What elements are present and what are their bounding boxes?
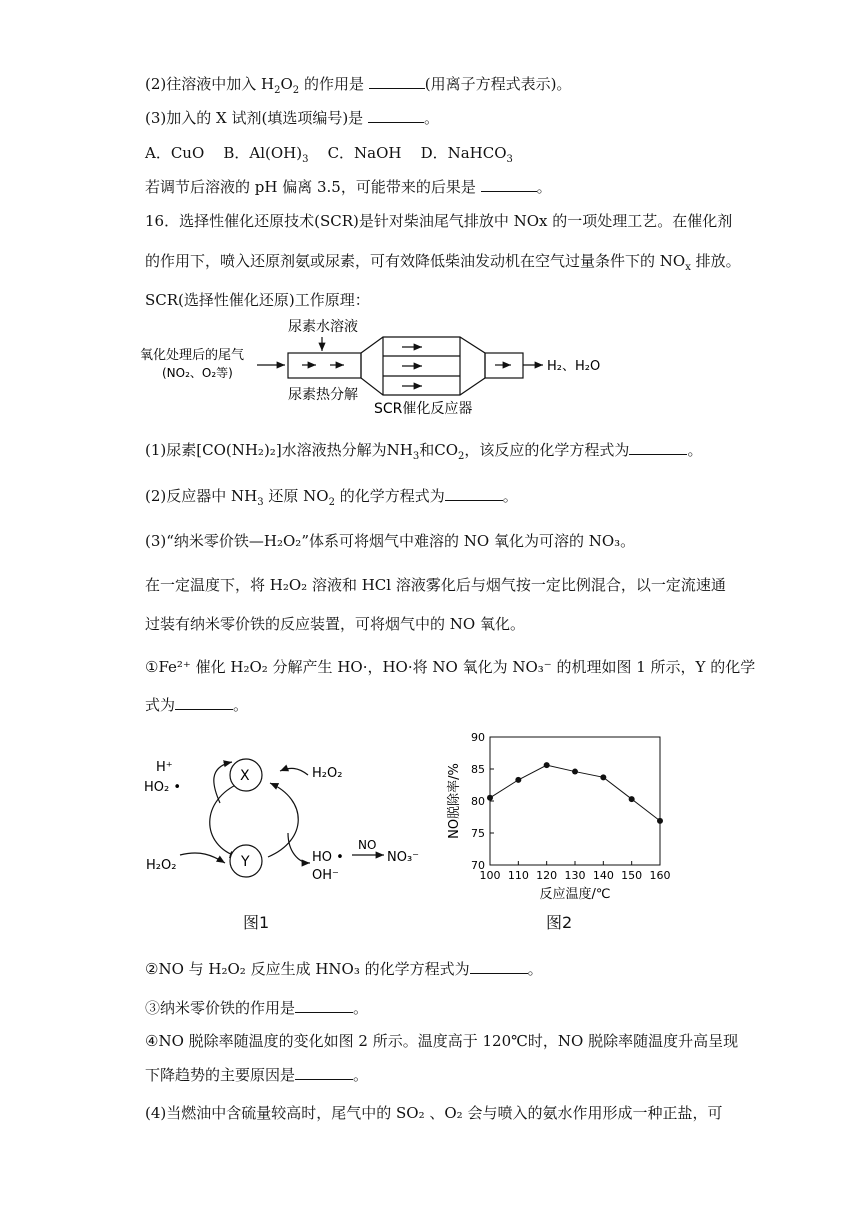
data-point (629, 796, 635, 802)
urea-solution-label: 尿素水溶液 (288, 319, 358, 335)
scr-diagram (140, 315, 620, 420)
upper-right-branch (280, 768, 308, 775)
q16-c1-line-1: ①Fe²⁺ 催化 H₂O₂ 分解产生 HO·，HO·将 NO 氧化为 NO₃⁻ 的机理如图 1 所示，Y 的化学 (145, 658, 756, 676)
y-tick-label: 75 (471, 827, 485, 840)
upper-left-branch (214, 762, 232, 803)
x-tick-label: 160 (649, 869, 671, 882)
x-tick-label: 130 (564, 869, 586, 882)
q16-c4-line-1: ④NO 脱除率随温度的变化如图 2 所示。温度高于 120℃时，NO 脱除率随温度升高呈现 (145, 1032, 739, 1050)
q16-c1-line-2: 式为 。 (145, 696, 249, 714)
inlet-label: 氧化处理后的尾气 (140, 348, 245, 363)
q16-sub3-para-1: 在一定温度下，将 H₂O₂ 溶液和 HCl 溶液雾化后与烟气按一定比例混合，以一定流速通 (145, 576, 726, 594)
answer-blank[interactable] (629, 440, 687, 455)
q16-sub3: (3)“纳米零价铁—H₂O₂”体系可将烟气中难溶的 NO 氧化为可溶的 NO₃。 (145, 532, 636, 550)
ho-label: HO • (312, 850, 344, 865)
y-node-label: Y (241, 854, 250, 870)
x-tick-label: 150 (621, 869, 643, 882)
x-node-label: X (240, 768, 250, 784)
q16-intro-3: SCR(选择性催化还原)工作原理： (145, 291, 370, 309)
data-point (515, 777, 521, 783)
x-tick-label: 110 (507, 869, 529, 882)
x-tick-label: 140 (592, 869, 614, 882)
data-point (544, 762, 550, 768)
y-tick-label: 80 (471, 795, 485, 808)
answer-blank[interactable] (295, 998, 353, 1013)
q16-sub1: (1)尿素[CO(NH₂)₂]水溶液热分解为$NH_3$和$CO_2$，该反应的化学方程式为 。 (145, 441, 703, 462)
x-tick-label: 120 (536, 869, 558, 882)
figure-1-caption: 图1 (243, 913, 270, 932)
decompose-label: 尿素热分解 (288, 387, 358, 403)
q15-options (145, 142, 513, 165)
answer-blank[interactable] (175, 695, 233, 710)
data-point (657, 818, 663, 824)
x-tick-label: 100 (479, 869, 501, 882)
lower-right-branch (288, 833, 310, 863)
inlet-sub-label: (NO₂、O₂等) (162, 366, 233, 380)
y-tick-label: 90 (471, 731, 485, 744)
data-point (487, 795, 493, 801)
reactor-body (361, 337, 485, 395)
lower-left-branch (180, 853, 225, 863)
q15-part2: (2)往溶液中加入 $H_2O_2$ 的作用是 (用离子方程式表示)。 (145, 75, 572, 96)
q16-intro-2: 的作用下，喷入还原剂氨或尿素，可有效降低柴油发动机在空气过量条件下的 $NO_x$ 排放。 (145, 252, 741, 273)
q16-sub2: (2)反应器中 $NH_3$ 还原 $NO_2$ 的化学方程式为 。 (145, 487, 518, 508)
cycle-right-arc (268, 783, 298, 857)
option-a[interactable]: A．CuO (145, 144, 205, 162)
figure-2-caption: 图2 (546, 913, 573, 932)
q15-part3: (3)加入的 X 试剂(填选项编号)是 。 (145, 109, 439, 127)
q16-c4-line-2: 下降趋势的主要原因是 。 (145, 1066, 369, 1084)
h-plus-label: H⁺ (156, 760, 173, 775)
h2o2-left-label: H₂O₂ (146, 858, 177, 873)
data-point (572, 769, 578, 775)
answer-blank[interactable] (369, 74, 425, 89)
cycle-left-arc (210, 783, 240, 857)
no-label: NO (358, 838, 377, 852)
outlet-label: H₂、H₂O (547, 359, 601, 374)
option-c[interactable]: C．NaOH (327, 144, 402, 162)
figure-2-chart (440, 725, 680, 910)
option-b[interactable]: B．$Al(OH)_3$ (223, 144, 309, 165)
option-d[interactable]: D．NaHCO$_3$ (420, 144, 513, 165)
no3-label: NO₃⁻ (387, 850, 420, 865)
q16-c2: ②NO 与 H₂O₂ 反应生成 HNO₃ 的化学方程式为 。 (145, 960, 543, 978)
q16-c3: ③纳米零价铁的作用是 。 (145, 999, 369, 1017)
answer-blank[interactable] (295, 1065, 353, 1080)
answer-blank[interactable] (481, 177, 537, 192)
q16-sub4: (4)当燃油中含硫量较高时，尾气中的 SO₂ 、O₂ 会与喷入的氨水作用形成一种正盐，可 (145, 1104, 723, 1122)
answer-blank[interactable] (470, 959, 528, 974)
x-axis-label: 反应温度/℃ (539, 887, 611, 902)
reactor-label: SCR催化反应器 (374, 401, 473, 417)
q16-intro-1: 16．选择性催化还原技术(SCR)是针对柴油尾气排放中 NOx 的一项处理工艺。在催化剂 (145, 212, 733, 230)
q16-sub3-para-2: 过装有纳米零价铁的反应装置，可将烟气中的 NO 氧化。 (145, 615, 525, 633)
inlet-pipe (288, 353, 361, 378)
ho2-label: HO₂ • (144, 780, 182, 795)
y-tick-label: 85 (471, 763, 485, 776)
q15-ph: 若调节后溶液的 pH 偏离 3.5，可能带来的后果是 。 (145, 178, 552, 196)
h2o2-right-label: H₂O₂ (312, 766, 343, 781)
figure-1-mechanism (140, 745, 430, 885)
y-tick-label: 70 (471, 859, 485, 872)
data-point (600, 774, 606, 780)
answer-blank[interactable] (445, 486, 503, 501)
y-axis-label: NO脱除率/% (447, 763, 462, 839)
answer-blank[interactable] (368, 108, 424, 123)
oh-label: OH⁻ (312, 868, 339, 883)
